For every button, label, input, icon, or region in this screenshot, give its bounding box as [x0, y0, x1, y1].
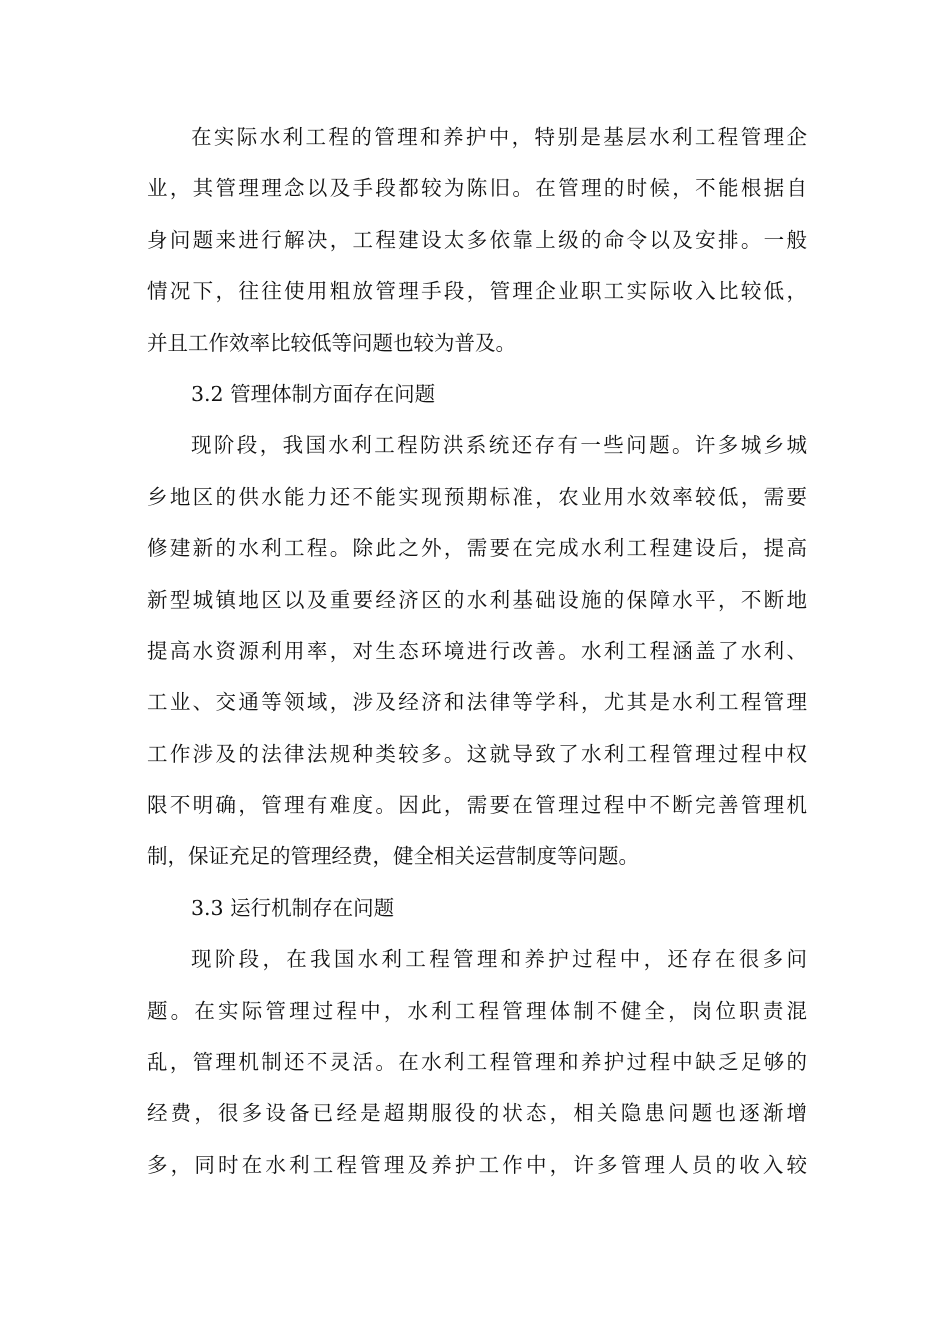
paragraph-line: 乱，管理机制还不灵活。在水利工程管理和养护过程中缺乏足够的	[147, 1050, 807, 1075]
paragraph-line: 经费，很多设备已经是超期服役的状态，相关隐患问题也逐渐增	[147, 1101, 807, 1126]
section-heading: 3.2 管理体制方面存在问题	[191, 381, 436, 406]
section-heading: 3.3 运行机制存在问题	[191, 895, 395, 920]
paragraph-line: 限不明确，管理有难度。因此，需要在管理过程中不断完善管理机	[147, 793, 807, 818]
paragraph-line: 在实际水利工程的管理和养护中，特别是基层水利工程管理企	[191, 125, 807, 149]
paragraph-line: 现阶段，在我国水利工程管理和养护过程中，还存在很多问	[191, 947, 807, 972]
paragraph-line: 乡地区的供水能力还不能实现预期标准，农业用水效率较低，需要	[147, 484, 807, 509]
paragraph-line: 修建新的水利工程。除此之外，需要在完成水利工程建设后，提高	[147, 536, 807, 561]
paragraph-line: 工作涉及的法律法规种类较多。这就导致了水利工程管理过程中权	[147, 741, 807, 766]
paragraph-line: 工业、交通等领域，涉及经济和法律等学科，尤其是水利工程管理	[147, 690, 807, 715]
paragraph-line: 多，同时在水利工程管理及养护工作中，许多管理人员的收入较	[147, 1152, 807, 1177]
paragraph-line: 情况下，往往使用粗放管理手段，管理企业职工实际收入比较低，	[147, 279, 807, 304]
paragraph-line: 身问题来进行解决，工程建设太多依靠上级的命令以及安排。一般	[147, 227, 807, 252]
paragraph-line: 新型城镇地区以及重要经济区的水利基础设施的保障水平，不断地	[147, 587, 807, 612]
paragraph-line: 并且工作效率比较低等问题也较为普及。	[147, 330, 516, 355]
paragraph-line: 制，保证充足的管理经费，健全相关运营制度等问题。	[147, 844, 639, 869]
paragraph-line: 现阶段，我国水利工程防洪系统还存有一些问题。许多城乡城	[191, 433, 807, 458]
paragraph-line: 题。在实际管理过程中，水利工程管理体制不健全，岗位职责混	[147, 998, 807, 1023]
document-body	[147, 112, 807, 1191]
paragraph-line: 业，其管理理念以及手段都较为陈旧。在管理的时候，不能根据自	[147, 176, 807, 201]
paragraph-line: 提高水资源利用率，对生态环境进行改善。水利工程涵盖了水利、	[147, 638, 807, 663]
